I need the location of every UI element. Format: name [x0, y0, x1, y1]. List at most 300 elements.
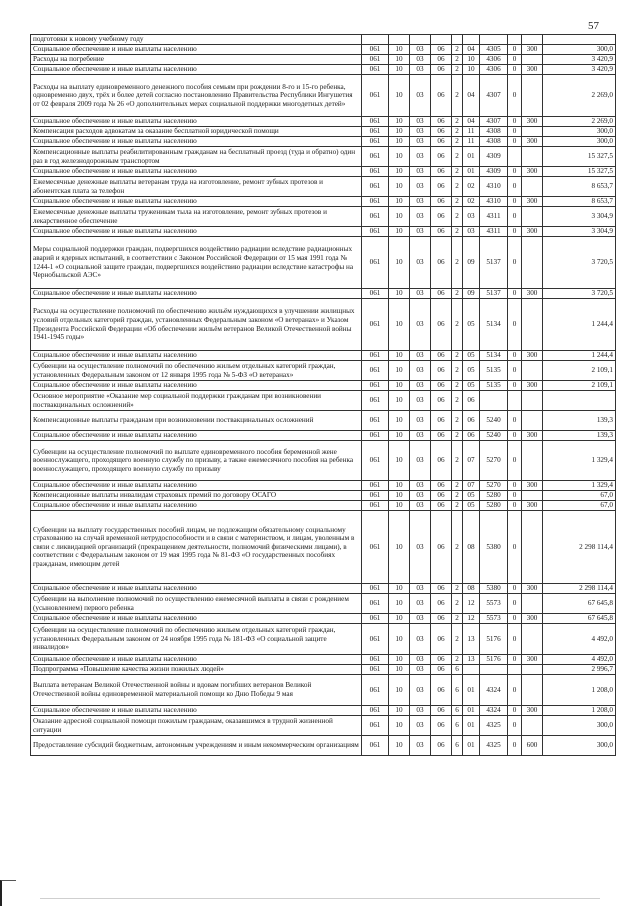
section-code: 10 — [389, 431, 410, 441]
direction-code: 4309 — [480, 167, 508, 177]
program-code: 06 — [431, 675, 452, 706]
event-code: 10 — [463, 65, 480, 75]
subsection-code: 03 — [410, 481, 431, 491]
event-code: 01 — [463, 736, 480, 756]
subprogram-code: 2 — [452, 299, 463, 351]
table-row — [31, 391, 616, 411]
program-code: 06 — [431, 491, 452, 501]
direction-suffix: 0 — [508, 511, 522, 584]
direction-suffix: 0 — [508, 706, 522, 716]
subsection-code: 03 — [410, 511, 431, 584]
row-amount: 1 244,4 — [543, 351, 616, 361]
subsection-code: 03 — [410, 237, 431, 289]
section-code: 10 — [389, 197, 410, 207]
row-amount: 3 304,9 — [543, 207, 616, 227]
row-amount: 8 653,7 — [543, 197, 616, 207]
direction-suffix: 0 — [508, 675, 522, 706]
subprogram-code: 2 — [452, 137, 463, 147]
subprogram-code: 2 — [452, 624, 463, 655]
ministry-code: 061 — [362, 511, 389, 584]
direction-suffix: 0 — [508, 501, 522, 511]
section-code: 10 — [389, 361, 410, 381]
section-code: 10 — [389, 227, 410, 237]
expense-type-code: 300 — [522, 167, 543, 177]
row-name: Субвенции на осуществление полномочий по обеспечению жильем отдельных категорий граждан, установленных Федеральным законом от 24 ноября 1995 года № 181-ФЗ «О социальной защите инвалидов» — [31, 624, 362, 655]
subprogram-code: 2 — [452, 351, 463, 361]
expense-type-code — [522, 391, 543, 411]
table-row — [31, 127, 616, 137]
expense-type-code — [522, 511, 543, 584]
direction-code — [480, 665, 508, 675]
direction-code: 4308 — [480, 127, 508, 137]
program-code: 06 — [431, 655, 452, 665]
table-row — [31, 299, 616, 351]
section-code: 10 — [389, 289, 410, 299]
event-code: 01 — [463, 167, 480, 177]
direction-code: 5380 — [480, 584, 508, 594]
event-code: 03 — [463, 207, 480, 227]
direction-code: 5280 — [480, 491, 508, 501]
row-amount: 139,3 — [543, 411, 616, 431]
program-code: 06 — [431, 411, 452, 431]
event-code: 13 — [463, 655, 480, 665]
ministry-code: 061 — [362, 137, 389, 147]
expense-type-code: 300 — [522, 655, 543, 665]
row-amount: 4 492,0 — [543, 655, 616, 665]
subprogram-code: 2 — [452, 207, 463, 227]
section-code: 10 — [389, 706, 410, 716]
ministry-code: 061 — [362, 665, 389, 675]
program-code: 06 — [431, 227, 452, 237]
direction-suffix — [508, 147, 522, 167]
subprogram-code — [452, 35, 463, 45]
expense-type-code — [522, 237, 543, 289]
section-code: 10 — [389, 55, 410, 65]
row-name: Социальное обеспечение и иные выплаты населению — [31, 45, 362, 55]
expense-type-code: 300 — [522, 381, 543, 391]
section-code: 10 — [389, 117, 410, 127]
row-name: Основное мероприятие «Оказание мер социальной поддержки гражданам при возникновении поствакцинальных осложнений» — [31, 391, 362, 411]
ministry-code: 061 — [362, 481, 389, 491]
program-code: 06 — [431, 65, 452, 75]
direction-code: 5176 — [480, 655, 508, 665]
subsection-code: 03 — [410, 227, 431, 237]
direction-suffix: 0 — [508, 594, 522, 614]
expense-type-code — [522, 207, 543, 227]
ministry-code: 061 — [362, 127, 389, 137]
direction-code: 4306 — [480, 65, 508, 75]
subsection-code: 03 — [410, 361, 431, 381]
direction-code: 5270 — [480, 441, 508, 481]
row-amount: 300,0 — [543, 127, 616, 137]
direction-suffix: 0 — [508, 716, 522, 736]
direction-suffix: 0 — [508, 197, 522, 207]
table-row — [31, 75, 616, 117]
subsection-code: 03 — [410, 351, 431, 361]
expense-type-code — [522, 35, 543, 45]
section-code: 10 — [389, 167, 410, 177]
program-code: 06 — [431, 441, 452, 481]
section-code: 10 — [389, 675, 410, 706]
table-row — [31, 736, 616, 756]
ministry-code: 061 — [362, 594, 389, 614]
section-code: 10 — [389, 127, 410, 137]
table-row — [31, 65, 616, 75]
section-code: 10 — [389, 45, 410, 55]
event-code: 02 — [463, 197, 480, 207]
event-code: 06 — [463, 411, 480, 431]
section-code: 10 — [389, 391, 410, 411]
direction-code: 4308 — [480, 137, 508, 147]
program-code: 06 — [431, 584, 452, 594]
direction-code — [480, 391, 508, 411]
row-amount: 3 304,9 — [543, 227, 616, 237]
expense-type-code — [522, 665, 543, 675]
expense-type-code: 600 — [522, 736, 543, 756]
direction-code: 5137 — [480, 237, 508, 289]
table-row — [31, 511, 616, 584]
row-name: Социальное обеспечение и иные выплаты населению — [31, 117, 362, 127]
table-row — [31, 624, 616, 655]
row-amount: 2 269,0 — [543, 75, 616, 117]
subprogram-code: 2 — [452, 391, 463, 411]
ministry-code: 061 — [362, 491, 389, 501]
program-code: 06 — [431, 381, 452, 391]
row-name: Социальное обеспечение и иные выплаты населению — [31, 614, 362, 624]
ministry-code: 061 — [362, 431, 389, 441]
direction-code: 5240 — [480, 431, 508, 441]
event-code: 01 — [463, 706, 480, 716]
program-code: 06 — [431, 127, 452, 137]
row-name: Ежемесячные денежные выплаты труженикам тыла на изготовление, ремонт зубных протезов и лекарственное обеспечение — [31, 207, 362, 227]
direction-suffix: 0 — [508, 624, 522, 655]
subprogram-code: 2 — [452, 441, 463, 481]
subprogram-code: 6 — [452, 716, 463, 736]
section-code: 10 — [389, 481, 410, 491]
row-name: подготовки к новому учебному году — [31, 35, 362, 45]
event-code: 05 — [463, 381, 480, 391]
expense-type-code: 300 — [522, 197, 543, 207]
program-code — [431, 35, 452, 45]
program-code: 06 — [431, 624, 452, 655]
ministry-code: 061 — [362, 117, 389, 127]
row-name: Социальное обеспечение и иные выплаты населению — [31, 197, 362, 207]
subsection-code: 03 — [410, 177, 431, 197]
ministry-code: 061 — [362, 706, 389, 716]
event-code: 08 — [463, 584, 480, 594]
ministry-code: 061 — [362, 65, 389, 75]
ministry-code: 061 — [362, 299, 389, 351]
direction-code: 5134 — [480, 299, 508, 351]
row-name: Компенсационные выплаты инвалидам страховых премий по договору ОСАГО — [31, 491, 362, 501]
direction-suffix: 0 — [508, 361, 522, 381]
expense-type-code — [522, 594, 543, 614]
row-amount: 2 109,1 — [543, 381, 616, 391]
row-amount: 1 329,4 — [543, 481, 616, 491]
row-amount: 67,0 — [543, 501, 616, 511]
event-code: 12 — [463, 594, 480, 614]
subsection-code: 03 — [410, 381, 431, 391]
subsection-code: 03 — [410, 207, 431, 227]
row-name: Социальное обеспечение и иные выплаты населению — [31, 381, 362, 391]
direction-suffix: 0 — [508, 614, 522, 624]
row-amount: 67 645,8 — [543, 594, 616, 614]
row-name: Социальное обеспечение и иные выплаты населению — [31, 481, 362, 491]
subprogram-code: 2 — [452, 361, 463, 381]
ministry-code: 061 — [362, 207, 389, 227]
row-name: Социальное обеспечение и иные выплаты населению — [31, 431, 362, 441]
expense-type-code — [522, 127, 543, 137]
row-amount: 300,0 — [543, 716, 616, 736]
direction-suffix: 0 — [508, 167, 522, 177]
row-amount — [543, 35, 616, 45]
expense-type-code: 300 — [522, 65, 543, 75]
subsection-code: 03 — [410, 75, 431, 117]
row-name: Подпрограмма «Повышение качества жизни пожилых людей» — [31, 665, 362, 675]
program-code: 06 — [431, 45, 452, 55]
event-code: 07 — [463, 441, 480, 481]
ministry-code: 061 — [362, 75, 389, 117]
ministry-code: 061 — [362, 411, 389, 431]
subprogram-code: 2 — [452, 127, 463, 137]
direction-code: 5573 — [480, 614, 508, 624]
event-code: 01 — [463, 675, 480, 706]
row-name: Социальное обеспечение и иные выплаты населению — [31, 289, 362, 299]
section-code: 10 — [389, 237, 410, 289]
expense-type-code — [522, 675, 543, 706]
subsection-code: 03 — [410, 706, 431, 716]
ministry-code: 061 — [362, 391, 389, 411]
subprogram-code: 2 — [452, 45, 463, 55]
direction-suffix: 0 — [508, 137, 522, 147]
event-code: 05 — [463, 361, 480, 381]
subprogram-code: 2 — [452, 147, 463, 167]
program-code: 06 — [431, 665, 452, 675]
table-row — [31, 491, 616, 501]
direction-suffix: 0 — [508, 481, 522, 491]
event-code: 06 — [463, 391, 480, 411]
section-code: 10 — [389, 736, 410, 756]
subsection-code: 03 — [410, 147, 431, 167]
event-code: 07 — [463, 481, 480, 491]
row-name: Социальное обеспечение и иные выплаты населению — [31, 227, 362, 237]
subprogram-code: 2 — [452, 594, 463, 614]
subprogram-code: 2 — [452, 117, 463, 127]
row-amount — [543, 391, 616, 411]
row-amount: 2 109,1 — [543, 361, 616, 381]
program-code: 06 — [431, 147, 452, 167]
direction-code: 4325 — [480, 716, 508, 736]
direction-code: 4324 — [480, 706, 508, 716]
direction-code: 4309 — [480, 147, 508, 167]
subprogram-code: 2 — [452, 197, 463, 207]
table-row — [31, 35, 616, 45]
table-row — [31, 117, 616, 127]
direction-code — [480, 35, 508, 45]
section-code: 10 — [389, 137, 410, 147]
row-amount: 67,0 — [543, 491, 616, 501]
direction-code: 4325 — [480, 736, 508, 756]
section-code: 10 — [389, 624, 410, 655]
expense-type-code: 300 — [522, 501, 543, 511]
table-row — [31, 584, 616, 594]
program-code: 06 — [431, 481, 452, 491]
row-amount: 3 720,5 — [543, 237, 616, 289]
ministry-code: 061 — [362, 55, 389, 65]
subprogram-code: 2 — [452, 237, 463, 289]
subsection-code: 03 — [410, 501, 431, 511]
subsection-code: 03 — [410, 441, 431, 481]
program-code: 06 — [431, 716, 452, 736]
expense-type-code: 300 — [522, 706, 543, 716]
subprogram-code: 6 — [452, 665, 463, 675]
subsection-code: 03 — [410, 197, 431, 207]
event-code: 05 — [463, 501, 480, 511]
program-code: 06 — [431, 501, 452, 511]
row-amount: 300,0 — [543, 45, 616, 55]
direction-suffix: 0 — [508, 491, 522, 501]
expense-type-code — [522, 147, 543, 167]
table-row — [31, 227, 616, 237]
row-amount: 15 327,5 — [543, 167, 616, 177]
section-code: 10 — [389, 351, 410, 361]
program-code: 06 — [431, 706, 452, 716]
ministry-code: 061 — [362, 351, 389, 361]
table-row — [31, 137, 616, 147]
row-amount: 1 208,0 — [543, 675, 616, 706]
scan-edge-mark — [0, 880, 16, 906]
program-code: 06 — [431, 736, 452, 756]
direction-code: 5135 — [480, 361, 508, 381]
ministry-code: 061 — [362, 655, 389, 665]
subprogram-code: 2 — [452, 491, 463, 501]
direction-suffix: 0 — [508, 207, 522, 227]
direction-code: 4307 — [480, 75, 508, 117]
table-row — [31, 411, 616, 431]
row-amount: 139,3 — [543, 431, 616, 441]
table-row — [31, 675, 616, 706]
expense-type-code: 300 — [522, 45, 543, 55]
row-name: Субвенции на выплату государственных пособий лицам, не подлежащим обязательному социальному страхованию на случай временной нетрудоспособности и в связи с материнством, и лицам, уволенным в связи с ликвидацией организаций (прекращением деятельности, полномочий физическими лицами), в соответствии с Федеральным законом от 19 мая 1995 года № 81-ФЗ «О государственных пособиях гражданам, имеющим детей — [31, 511, 362, 584]
expense-type-code: 300 — [522, 351, 543, 361]
ministry-code: 061 — [362, 501, 389, 511]
section-code: 10 — [389, 584, 410, 594]
table-row — [31, 716, 616, 736]
direction-suffix: 0 — [508, 736, 522, 756]
ministry-code: 061 — [362, 177, 389, 197]
event-code: 04 — [463, 45, 480, 55]
row-amount: 3 720,5 — [543, 289, 616, 299]
table-row — [31, 289, 616, 299]
row-name: Расходы на погребение — [31, 55, 362, 65]
subsection-code: 03 — [410, 117, 431, 127]
row-name: Социальное обеспечение и иные выплаты населению — [31, 351, 362, 361]
ministry-code: 061 — [362, 289, 389, 299]
direction-code: 5134 — [480, 351, 508, 361]
program-code: 06 — [431, 177, 452, 197]
ministry-code: 061 — [362, 167, 389, 177]
row-amount: 8 653,7 — [543, 177, 616, 197]
section-code: 10 — [389, 491, 410, 501]
event-code — [463, 35, 480, 45]
ministry-code: 061 — [362, 716, 389, 736]
subprogram-code: 2 — [452, 289, 463, 299]
row-name: Социальное обеспечение и иные выплаты населению — [31, 137, 362, 147]
section-code: 10 — [389, 65, 410, 75]
program-code: 06 — [431, 511, 452, 584]
table-row — [31, 167, 616, 177]
expense-type-code — [522, 177, 543, 197]
subprogram-code: 2 — [452, 431, 463, 441]
page-number: 57 — [588, 20, 599, 32]
subsection-code: 03 — [410, 624, 431, 655]
subprogram-code: 6 — [452, 675, 463, 706]
subsection-code: 03 — [410, 665, 431, 675]
subprogram-code: 2 — [452, 481, 463, 491]
subprogram-code: 2 — [452, 655, 463, 665]
event-code: 04 — [463, 75, 480, 117]
section-code: 10 — [389, 716, 410, 736]
event-code: 11 — [463, 127, 480, 137]
section-code: 10 — [389, 147, 410, 167]
table-row — [31, 147, 616, 167]
subprogram-code: 2 — [452, 381, 463, 391]
row-name: Ежемесячные денежные выплаты ветеранам труда на изготовление, ремонт зубных протезов и абонентская плата за телефон — [31, 177, 362, 197]
event-code: 01 — [463, 716, 480, 736]
row-name: Оказание адресной социальной помощи пожилым гражданам, оказавшимся в трудной жизненной ситуации — [31, 716, 362, 736]
subsection-code: 03 — [410, 299, 431, 351]
row-name: Субвенции на осуществление полномочий по обеспечению жильем отдельных категорий граждан, установленных Федеральным законом от 12 января 1995 года № 5-ФЗ «О ветеранах» — [31, 361, 362, 381]
row-name: Выплата ветеранам Великой Отечественной войны и вдовам погибших ветеранов Великой Отечественной войны единовременной материальной помощи ко Дню Победы 9 мая — [31, 675, 362, 706]
table-row — [31, 655, 616, 665]
ministry-code: 061 — [362, 614, 389, 624]
direction-suffix: 0 — [508, 431, 522, 441]
row-amount: 2 298 114,4 — [543, 511, 616, 584]
direction-suffix — [508, 665, 522, 675]
subsection-code: 03 — [410, 431, 431, 441]
row-name: Субвенции на осуществление полномочий по выплате единовременного пособия беременной жене военнослужащего, проходящего военную службу по призыву, а также ежемесячного пособия на ребенка военнослужащего, проходящего военную службу по призыву — [31, 441, 362, 481]
program-code: 06 — [431, 167, 452, 177]
table-row — [31, 237, 616, 289]
program-code: 06 — [431, 614, 452, 624]
expense-type-code: 300 — [522, 137, 543, 147]
subsection-code: 03 — [410, 137, 431, 147]
expense-type-code — [522, 624, 543, 655]
subsection-code: 03 — [410, 716, 431, 736]
ministry-code: 061 — [362, 736, 389, 756]
subsection-code: 03 — [410, 491, 431, 501]
section-code: 10 — [389, 614, 410, 624]
direction-code: 4311 — [480, 207, 508, 227]
program-code: 06 — [431, 289, 452, 299]
event-code — [463, 665, 480, 675]
direction-code: 5135 — [480, 381, 508, 391]
direction-suffix: 0 — [508, 177, 522, 197]
program-code: 06 — [431, 391, 452, 411]
row-amount: 300,0 — [543, 736, 616, 756]
expense-type-code — [522, 491, 543, 501]
subprogram-code: 2 — [452, 75, 463, 117]
row-name: Субвенции на выполнение полномочий по осуществлению ежемесячной выплаты в связи с рождением (усыновлением) первого ребенка — [31, 594, 362, 614]
row-amount: 3 420,9 — [543, 55, 616, 65]
direction-code: 4305 — [480, 45, 508, 55]
section-code: 10 — [389, 594, 410, 614]
row-amount: 1 208,0 — [543, 706, 616, 716]
row-name: Расходы на выплату единовременного денежного пособия семьям при рождении 8-го и 15-го ребенка, одновременно двух, трёх и более детей согласно постановлению Правительства Республики Ингушетия от 02 февраля 2009 года № 26 «О дополнительных мерах социальной поддержки многодетных детей» — [31, 75, 362, 117]
program-code: 06 — [431, 75, 452, 117]
event-code: 10 — [463, 55, 480, 65]
program-code: 06 — [431, 594, 452, 614]
